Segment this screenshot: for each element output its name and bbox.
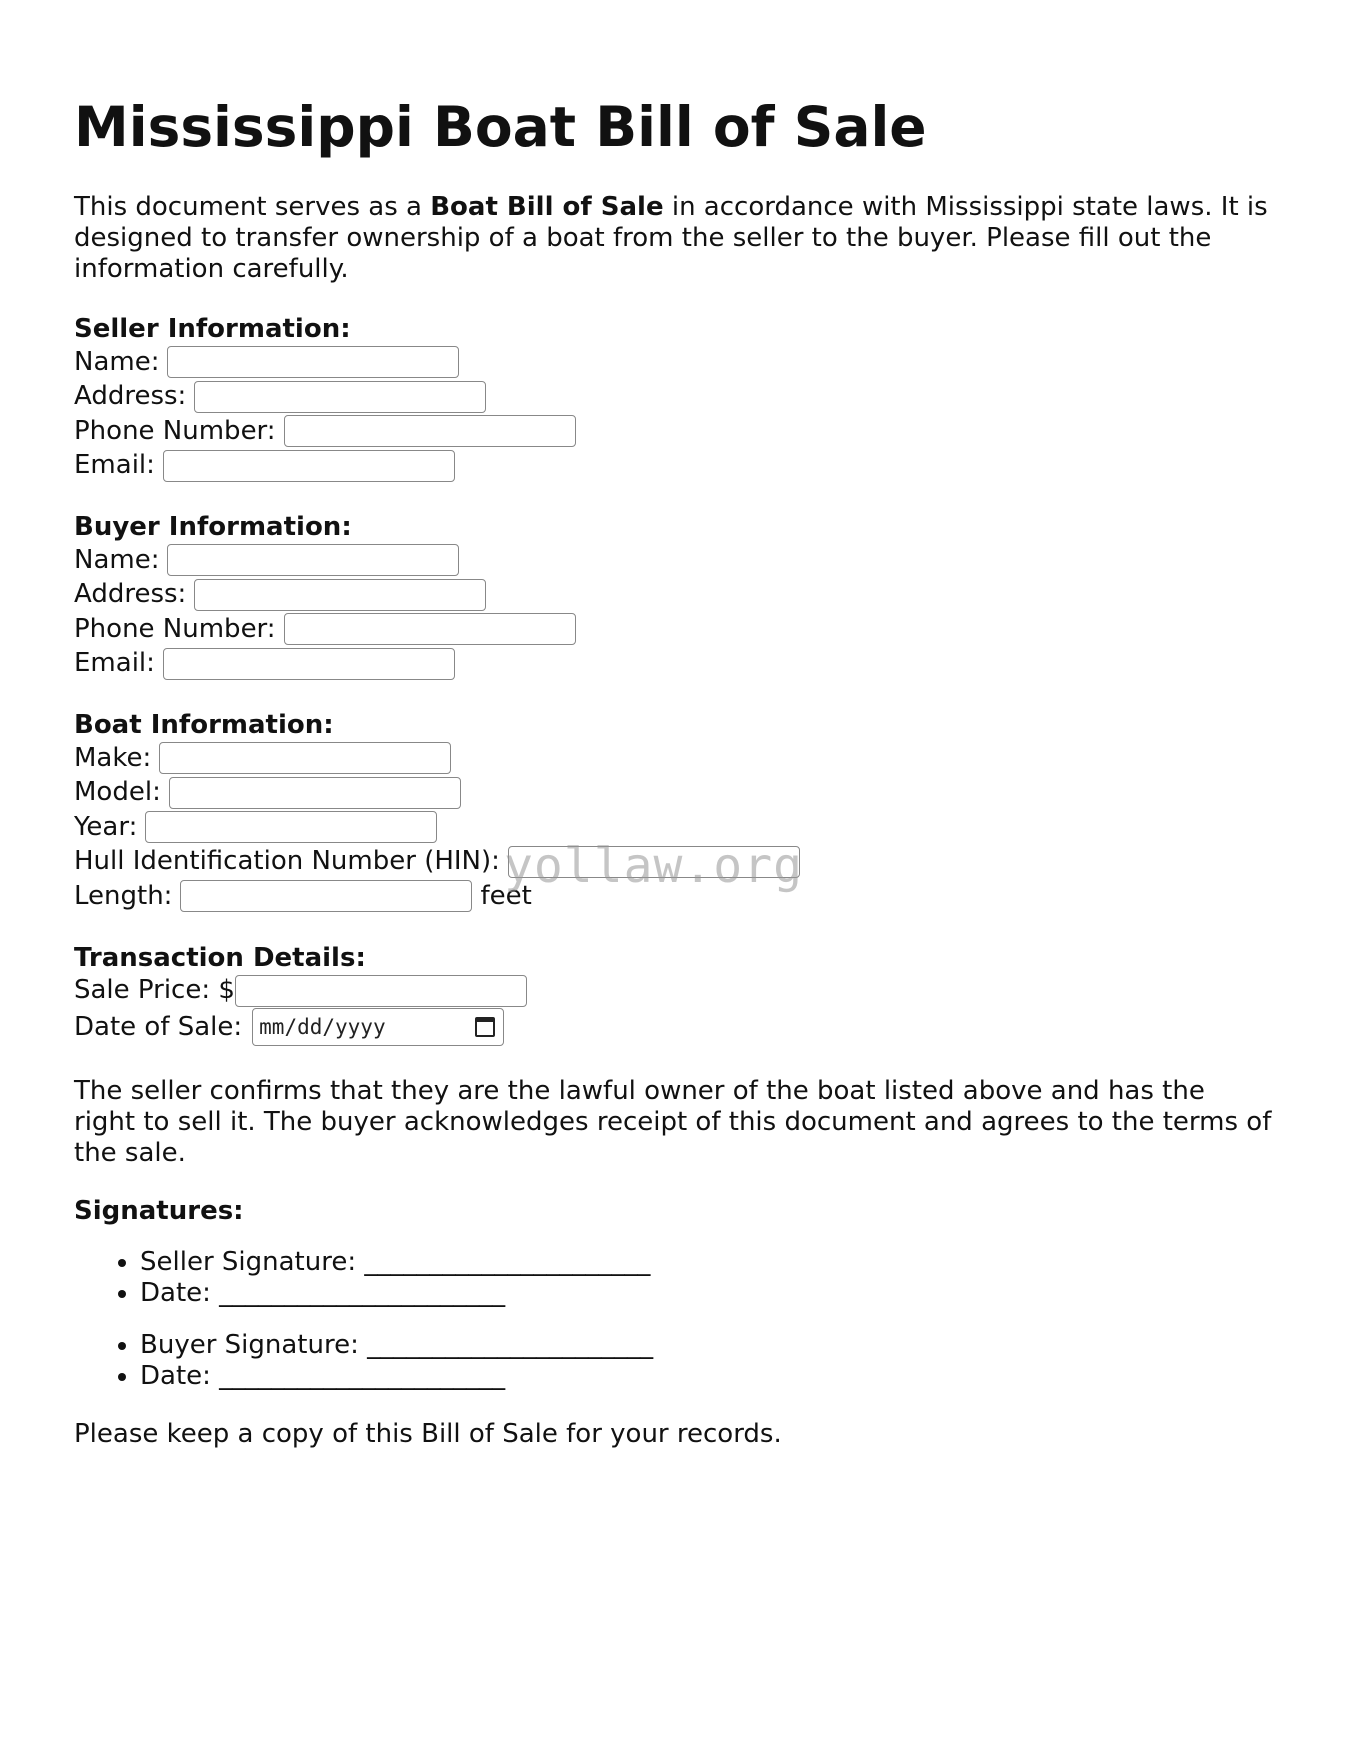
seller-date-line: • Date: ______________________: [140, 1278, 1274, 1309]
seller-signature-list: [74, 1247, 1274, 1309]
boat-model-input[interactable]: [169, 777, 461, 809]
buyer-date-line: • Date: ______________________: [140, 1361, 1274, 1392]
boat-year-row: [74, 810, 1274, 845]
boat-year-label: Year:: [74, 811, 138, 842]
seller-phone-row: [74, 414, 1274, 449]
buyer-address-label: Address:: [74, 579, 187, 610]
sale-date-row: [74, 1008, 1274, 1046]
boat-make-input[interactable]: [159, 742, 451, 774]
watermark-text: yollaw.org: [504, 838, 803, 894]
sale-date-label: Date of Sale:: [74, 1011, 243, 1042]
buyer-section: [74, 512, 1274, 681]
intro-text-after: in accordance with Mississippi state laws. It is designed to transfer ownership of a boat from the seller to the buyer. Please fill out the information carefully.: [74, 192, 1268, 284]
seller-email-input[interactable]: [163, 450, 455, 482]
calendar-icon[interactable]: [475, 1017, 495, 1037]
buyer-phone-input[interactable]: [284, 613, 576, 645]
sale-price-input[interactable]: [235, 975, 527, 1007]
seller-name-label: Name:: [74, 346, 160, 377]
boat-section-title: Boat Information:: [74, 710, 334, 740]
buyer-address-input[interactable]: [194, 579, 486, 611]
document-page: [74, 0, 1274, 1476]
seller-signature-line: • Seller Signature: ______________________: [140, 1247, 1274, 1278]
seller-address-row: [74, 380, 1274, 415]
buyer-name-row: [74, 543, 1274, 578]
boat-hin-label: Hull Identification Number (HIN):: [74, 846, 500, 877]
buyer-name-input[interactable]: [167, 544, 459, 576]
boat-make-label: Make:: [74, 742, 152, 773]
buyer-phone-row: [74, 612, 1274, 647]
buyer-email-row: [74, 647, 1274, 682]
confirmation-paragraph: The seller confirms that they are the lawful owner of the boat listed above and has the right to sell it. The buyer acknowledges receipt of this document and agrees to the terms of the sale.: [74, 1076, 1272, 1168]
intro-text-bold: Boat Bill of Sale: [430, 192, 664, 222]
seller-address-label: Address:: [74, 381, 187, 412]
buyer-address-row: [74, 578, 1274, 613]
signatures-section-title: Signatures:: [74, 1196, 244, 1226]
buyer-section-title: Buyer Information:: [74, 512, 352, 542]
buyer-name-label: Name:: [74, 544, 160, 575]
sale-date-placeholder: mm/dd/yyyy: [259, 1014, 386, 1039]
boat-length-row: [74, 879, 1274, 914]
seller-phone-label: Phone Number:: [74, 415, 276, 446]
transaction-section-title: Transaction Details:: [74, 942, 366, 973]
page-title: Mississippi Boat Bill of Sale: [74, 95, 927, 159]
seller-section: [74, 314, 1274, 483]
boat-section: [74, 710, 1274, 914]
seller-name-row: [74, 345, 1274, 380]
boat-make-row: [74, 741, 1274, 776]
boat-hin-row: [74, 845, 1274, 880]
buyer-signature-line: • Buyer Signature: ______________________: [140, 1330, 1274, 1361]
closing-paragraph: Please keep a copy of this Bill of Sale for your records.: [74, 1419, 782, 1449]
seller-email-row: [74, 449, 1274, 484]
boat-length-unit: feet: [480, 880, 532, 911]
boat-length-label: Length:: [74, 880, 173, 911]
boat-model-row: [74, 776, 1274, 811]
sale-price-row: [74, 974, 1274, 1009]
seller-name-input[interactable]: [167, 346, 459, 378]
signatures-section: [74, 1196, 1274, 1392]
boat-model-label: Model:: [74, 777, 161, 808]
intro-text-before: This document serves as a: [74, 192, 431, 222]
buyer-signature-list: [74, 1330, 1274, 1392]
boat-year-input[interactable]: [145, 811, 437, 843]
transaction-section: [74, 943, 1274, 1047]
sale-price-label: Sale Price: $: [74, 975, 235, 1006]
sale-date-input[interactable]: [252, 1008, 504, 1046]
seller-section-title: Seller Information:: [74, 314, 351, 344]
boat-hin-input[interactable]: [508, 846, 800, 878]
buyer-phone-label: Phone Number:: [74, 613, 276, 644]
seller-email-label: Email:: [74, 450, 155, 481]
intro-paragraph: [74, 192, 1274, 285]
seller-address-input[interactable]: [194, 381, 486, 413]
seller-phone-input[interactable]: [284, 415, 576, 447]
buyer-email-input[interactable]: [163, 648, 455, 680]
buyer-email-label: Email:: [74, 648, 155, 679]
boat-length-input[interactable]: [180, 880, 472, 912]
